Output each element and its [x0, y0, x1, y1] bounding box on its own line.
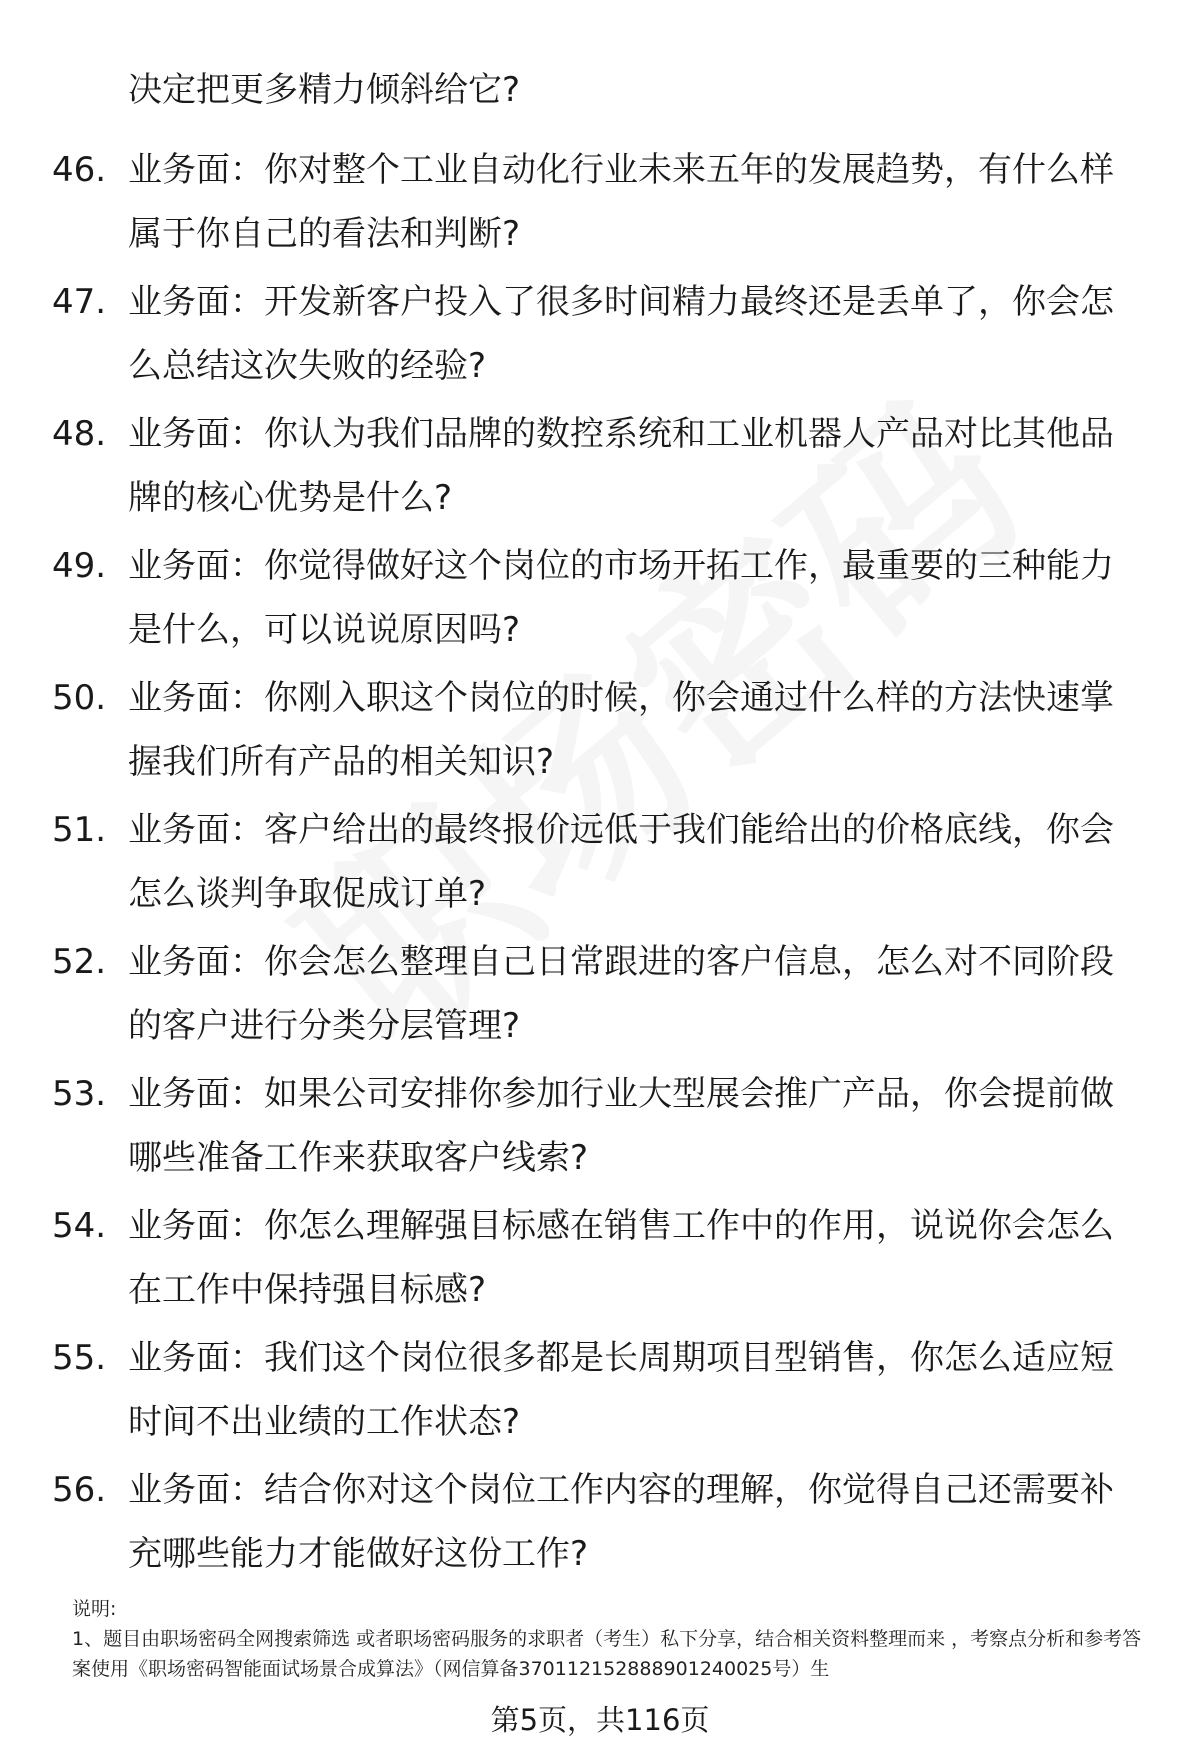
question-number: 56.	[52, 1470, 107, 1510]
question-list	[0, 138, 1200, 1590]
notes-section	[72, 1594, 1152, 1684]
question-item	[0, 1326, 1200, 1458]
page-number: 第5页，共116页	[490, 1703, 710, 1737]
question-number: 55.	[52, 1338, 107, 1378]
question-item	[0, 666, 1200, 798]
question-item	[0, 270, 1200, 402]
question-text: 业务面：结合你对这个岗位工作内容的理解，你觉得自己还需要补充哪些能力才能做好这份工作?	[128, 1470, 1114, 1574]
continuation-line: 决定把更多精力倾斜给它?	[128, 70, 521, 110]
question-item	[0, 534, 1200, 666]
question-text: 业务面：你刚入职这个岗位的时候，你会通过什么样的方法快速掌握我们所有产品的相关知识?	[128, 678, 1114, 782]
question-number: 48.	[52, 414, 107, 454]
question-text: 业务面：你认为我们品牌的数控系统和工业机器人产品对比其他品牌的核心优势是什么?	[128, 414, 1114, 518]
question-item	[0, 1062, 1200, 1194]
notes-item: 1、题目由职场密码全网搜索筛选 或者职场密码服务的求职者（考生）私下分享，结合相关资料整理而来 ，考察点分析和参考答案使用《职场密码智能面试场景合成算法》（网信算备370112152888901240025号）生	[72, 1628, 1142, 1680]
question-text: 业务面：如果公司安排你参加行业大型展会推广产品，你会提前做哪些准备工作来获取客户线索?	[128, 1074, 1114, 1178]
question-item	[0, 798, 1200, 930]
question-text: 业务面：你怎么理解强目标感在销售工作中的作用，说说你会怎么在工作中保持强目标感?	[128, 1206, 1114, 1310]
question-text: 业务面：客户给出的最终报价远低于我们能给出的价格底线，你会怎么谈判争取促成订单?	[128, 810, 1114, 914]
question-item	[0, 138, 1200, 270]
question-text: 业务面：你觉得做好这个岗位的市场开拓工作，最重要的三种能力是什么，可以说说原因吗?	[128, 546, 1114, 650]
notes-heading: 说明:	[72, 1598, 117, 1620]
question-number: 50.	[52, 678, 107, 718]
question-number: 53.	[52, 1074, 107, 1114]
question-item	[0, 930, 1200, 1062]
question-number: 54.	[52, 1206, 107, 1246]
question-text: 业务面：开发新客户投入了很多时间精力最终还是丢单了，你会怎么总结这次失败的经验?	[128, 282, 1114, 386]
question-text: 业务面：你会怎么整理自己日常跟进的客户信息，怎么对不同阶段的客户进行分类分层管理?	[128, 942, 1114, 1046]
question-item	[0, 402, 1200, 534]
question-number: 52.	[52, 942, 107, 982]
question-number: 49.	[52, 546, 107, 586]
question-text: 业务面：我们这个岗位很多都是长周期项目型销售，你怎么适应短时间不出业绩的工作状态?	[128, 1338, 1114, 1442]
question-number: 51.	[52, 810, 107, 850]
question-item	[0, 1194, 1200, 1326]
question-text: 业务面：你对整个工业自动化行业未来五年的发展趋势，有什么样属于你自己的看法和判断?	[128, 150, 1114, 254]
question-item	[0, 1458, 1200, 1590]
question-number: 46.	[52, 150, 107, 190]
question-number: 47.	[52, 282, 107, 322]
